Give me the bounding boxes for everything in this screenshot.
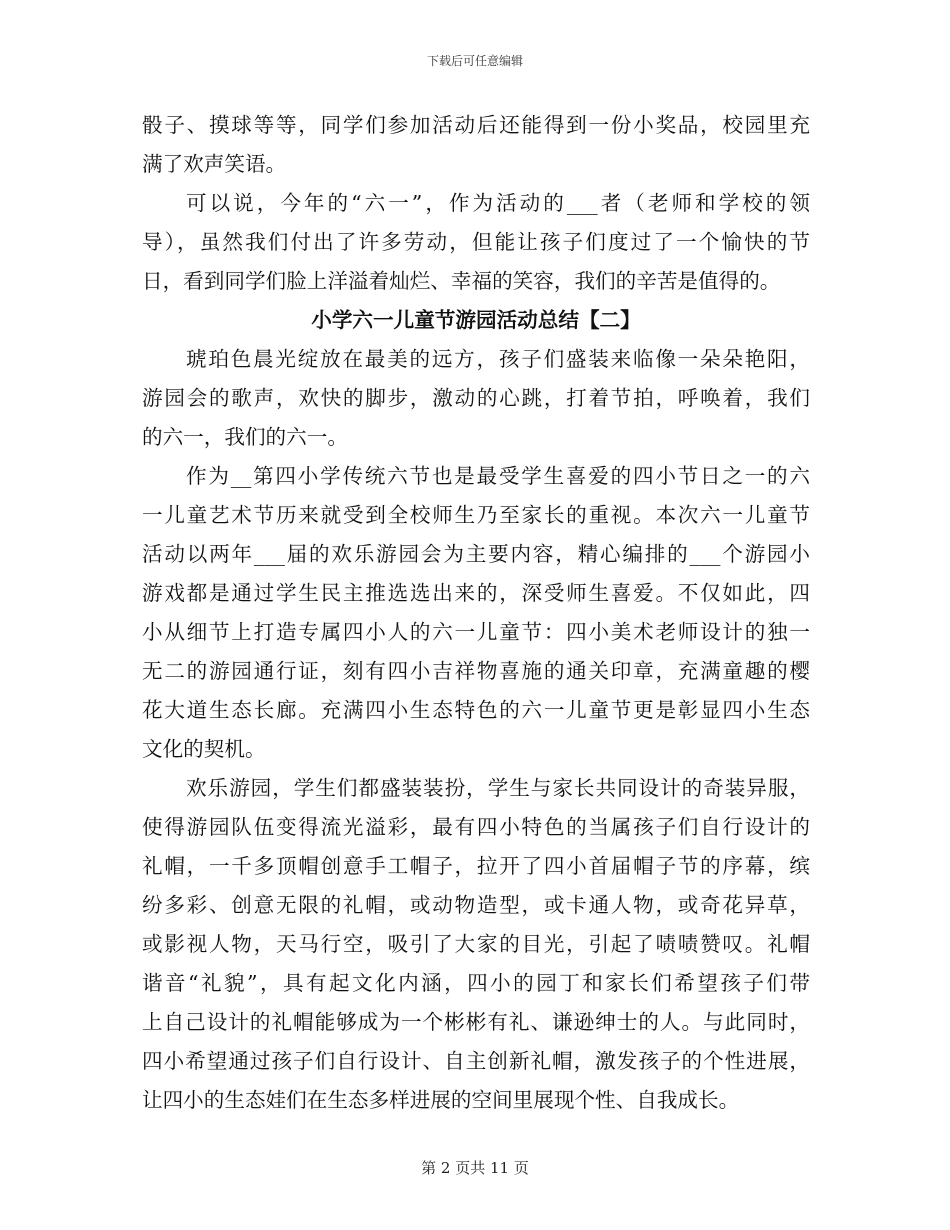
text-line: 导），虽然我们付出了许多劳动，但能让孩子们度过了一个愉快的节	[142, 230, 810, 254]
page-header: 下载后可任意编辑	[426, 54, 523, 68]
text-line: 花大道生态长廊。充满四小生态特色的六一儿童节更是彰显四小生态	[142, 698, 810, 722]
text-line: 小从细节上打造专属四小人的六一儿童节：四小美术老师设计的独一	[142, 620, 810, 644]
text-line: 的六一，我们的六一。	[142, 425, 348, 449]
paragraph	[142, 106, 810, 184]
text-line: 四小希望通过孩子们自行设计、自主创新礼帽，激发孩子的个性进展，	[142, 1049, 810, 1073]
paragraph	[142, 769, 810, 1120]
text-line: 或影视人物，天马行空，吸引了大家的目光，引起了啧啧赞叹。礼帽	[142, 932, 810, 956]
text-line: 满了欢声笑语。	[142, 152, 287, 176]
text-line: 作为__第四小学传统六节也是最受学生喜爱的四小节日之一的六	[186, 464, 810, 488]
text-line: 纷多彩、创意无限的礼帽，或动物造型，或卡通人物，或奇花异草，	[142, 893, 810, 917]
text-line: 一儿童艺术节历来就受到全校师生乃至家长的重视。本次六一儿童节	[142, 503, 810, 527]
paragraph	[142, 340, 810, 457]
text-line: 谐音“礼貌”，具有起文化内涵，四小的园丁和家长们希望孩子们带	[142, 971, 810, 995]
text-line: 活动以两年___届的欢乐游园会为主要内容，精心编排的___个游园小	[142, 542, 810, 566]
text-line: 文化的契机。	[142, 737, 266, 761]
text-line: 骰子、摸球等等，同学们参加活动后还能得到一份小奖品，校园里充	[142, 113, 810, 137]
text-line: 游园会的歌声，欢快的脚步，激动的心跳，打着节拍，呼唤着，我们	[142, 386, 810, 410]
document-body	[142, 106, 810, 1120]
text-line: 让四小的生态娃们在生态多样进展的空间里展现个性、自我成长。	[142, 1088, 740, 1112]
paragraph	[142, 184, 810, 301]
section-title: 小学六一儿童节游园活动总结【二】	[311, 308, 641, 332]
text-line: 使得游园队伍变得流光溢彩，最有四小特色的当属孩子们自行设计的	[142, 815, 810, 839]
text-line: 琥珀色晨光绽放在最美的远方，孩子们盛装来临像一朵朵艳阳，	[186, 347, 810, 371]
text-line: 礼帽，一千多顶帽创意手工帽子，拉开了四小首届帽子节的序幕，缤	[142, 854, 810, 878]
text-line: 日，看到同学们脸上洋溢着灿烂、幸福的笑容，我们的辛苦是值得的。	[142, 269, 781, 293]
text-line: 可以说，今年的“六一”，作为活动的___者（老师和学校的领	[186, 191, 810, 215]
text-line: 欢乐游园，学生们都盛装装扮，学生与家长共同设计的奇装异服，	[186, 776, 810, 800]
text-line: 无二的游园通行证，刻有四小吉祥物喜施的通关印章，充满童趣的樱	[142, 659, 810, 683]
text-line: 游戏都是通过学生民主推选选出来的，深受师生喜爱。不仅如此，四	[142, 581, 810, 605]
page-number-footer: 第 2 页共 11 页	[421, 1159, 529, 1177]
paragraph	[142, 457, 810, 769]
text-line: 上自己设计的礼帽能够成为一个彬彬有礼、谦逊绅士的人。与此同时，	[142, 1010, 810, 1034]
